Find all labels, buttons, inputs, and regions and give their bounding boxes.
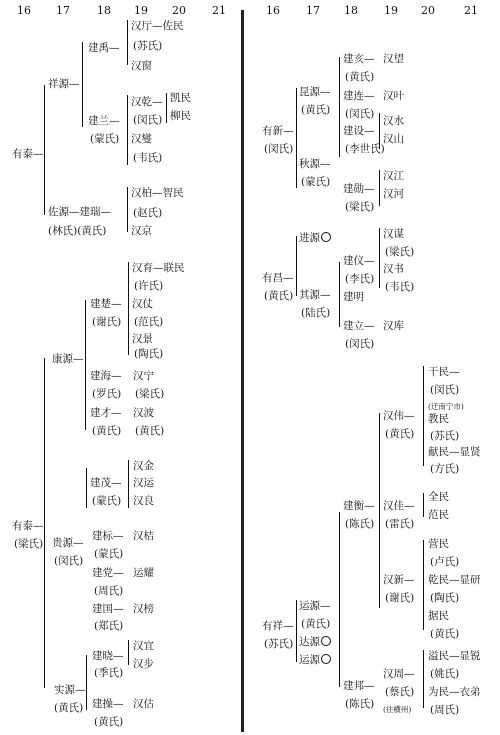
note-nanning: (迁南宁市) bbox=[428, 402, 464, 411]
node-yimin: 溢民—显锐 bbox=[428, 650, 481, 662]
spouse-li: (李氏) bbox=[345, 273, 375, 285]
node-hanbang: 汉榜 bbox=[133, 603, 154, 615]
node-zuoyuan: 佐源—建瑞— bbox=[48, 206, 111, 218]
node-jianyi: 建仪— bbox=[343, 255, 375, 267]
spouse-wei-r: (韦氏) bbox=[385, 281, 415, 293]
node-jianshe: 建设— bbox=[343, 125, 375, 137]
circle-marker bbox=[321, 232, 331, 242]
spouse-lu: (陆氏) bbox=[301, 307, 331, 319]
spouse-yao: (姚氏) bbox=[430, 668, 460, 680]
node-hanbo: 汉波 bbox=[133, 407, 154, 419]
node-jianchu: 建楚— bbox=[90, 298, 122, 310]
connector bbox=[82, 42, 83, 127]
connector bbox=[423, 493, 424, 517]
node-hanyi: 汉宜 bbox=[133, 640, 154, 652]
node-hanshan: 汉山 bbox=[383, 133, 404, 145]
spouse-huang-4: (黄氏) bbox=[94, 716, 124, 728]
spouse-zhou-r: (周氏) bbox=[430, 704, 460, 716]
node-jiandang: 建党— bbox=[92, 567, 124, 579]
node-hanyu: 汉育—联民 bbox=[132, 262, 185, 274]
connector bbox=[86, 468, 87, 508]
spouse-xie-r: (谢氏) bbox=[385, 592, 415, 604]
spouse-cai: (蔡氏) bbox=[385, 686, 415, 698]
node-hanzhang: 汉仗 bbox=[132, 298, 153, 310]
node-hanwang: 汉望 bbox=[383, 53, 404, 65]
node-hanting: 汉厅—佐民 bbox=[131, 20, 184, 32]
node-kunyuan: 昆源— bbox=[299, 86, 331, 98]
node-jianguo: 建国— bbox=[92, 603, 124, 615]
spouse-lei: (雷氏) bbox=[385, 518, 415, 530]
spouse-huang-2: (黄氏) bbox=[135, 425, 165, 437]
connector bbox=[296, 88, 297, 188]
gen-19: 19 bbox=[134, 4, 148, 17]
node-hanzhou: 汉周— bbox=[383, 668, 415, 680]
column-divider bbox=[241, 10, 244, 732]
node-liumin: 柳民 bbox=[170, 110, 191, 122]
node-hanjin: 汉金 bbox=[133, 460, 154, 472]
node-shiyuan: 实源— bbox=[54, 684, 86, 696]
connector bbox=[339, 57, 340, 157]
node-yunyuan: 运源— bbox=[299, 600, 331, 612]
spouse-su-top: (苏氏) bbox=[264, 638, 294, 650]
node-hanbu: 汉步 bbox=[133, 658, 154, 670]
spouse-ji: (季氏) bbox=[94, 667, 124, 679]
connector bbox=[128, 640, 129, 665]
node-hanjing: 汉京 bbox=[131, 225, 152, 237]
node-hanxie: 汉燮 bbox=[131, 133, 152, 145]
node-guiyuan: 贵源— bbox=[52, 537, 84, 549]
connector bbox=[379, 228, 380, 288]
connector bbox=[339, 262, 340, 327]
connector bbox=[127, 187, 128, 232]
node-hanbai: 汉柏—智民 bbox=[131, 187, 184, 199]
node-hanjia: 汉佳— bbox=[383, 500, 415, 512]
node-fanmin: 范民 bbox=[428, 509, 449, 521]
connector bbox=[127, 20, 128, 65]
node-hanchuang: 汉窗 bbox=[131, 60, 152, 72]
node-hangu: 汉估 bbox=[133, 698, 154, 710]
node-jianyu: 建禹— bbox=[88, 42, 120, 54]
node-jianhai-r: 建亥— bbox=[343, 53, 375, 65]
node-yingmin: 营民 bbox=[428, 538, 449, 550]
gen-17-right: 17 bbox=[306, 4, 320, 17]
connector bbox=[379, 170, 380, 206]
node-jianli: 建立— bbox=[343, 320, 375, 332]
spouse-lin-huang: (林氏)(黄氏) bbox=[48, 225, 107, 237]
spouse-zhou: (周氏) bbox=[94, 585, 124, 597]
spouse-xie: (谢氏) bbox=[92, 316, 122, 328]
node-hanjiang: 汉江 bbox=[383, 170, 404, 182]
node-jiancai: 建才— bbox=[90, 407, 122, 419]
spouse-luo: (罗氏) bbox=[92, 388, 122, 400]
node-jianmao: 建茂— bbox=[90, 477, 122, 489]
gen-19-right: 19 bbox=[384, 4, 398, 17]
node-hanye: 汉叶 bbox=[383, 90, 404, 102]
spouse-min-r4: (闵氏) bbox=[430, 384, 460, 396]
node-kangyuan: 康源— bbox=[52, 353, 84, 365]
node-jianming: 建明 bbox=[343, 291, 364, 303]
node-hanhe: 汉河 bbox=[383, 188, 404, 200]
node-hanjie: 汉桔 bbox=[133, 530, 154, 542]
connector bbox=[423, 366, 424, 466]
connector bbox=[296, 236, 297, 296]
spouse-huang-r4: (黄氏) bbox=[385, 428, 415, 440]
gen-20-right: 20 bbox=[421, 4, 435, 17]
circle-marker bbox=[321, 636, 331, 646]
connector bbox=[44, 358, 45, 688]
spouse-huang-r5: (黄氏) bbox=[430, 628, 460, 640]
spouse-xu: (许氏) bbox=[134, 280, 164, 292]
spouse-fan: (范氏) bbox=[134, 316, 164, 328]
node-dayuan: 达源 bbox=[299, 636, 331, 648]
spouse-wei: (韦氏) bbox=[133, 152, 163, 164]
connector bbox=[296, 600, 297, 662]
spouse-min-r2: (闵氏) bbox=[345, 108, 375, 120]
connector bbox=[379, 413, 380, 608]
connector bbox=[128, 262, 129, 355]
connector bbox=[127, 95, 128, 165]
node-xiangyuan: 祥源— bbox=[48, 78, 80, 90]
node-jianlian: 建连— bbox=[343, 90, 375, 102]
node-jiancao: 建操— bbox=[92, 698, 124, 710]
spouse-huang-3: (黄氏) bbox=[54, 702, 84, 714]
node-youxin: 有新— bbox=[262, 125, 294, 137]
gen-17: 17 bbox=[56, 4, 70, 17]
connector bbox=[85, 300, 86, 430]
node-jianhai: 建海— bbox=[90, 370, 122, 382]
node-jinyuan: 进源 bbox=[299, 232, 331, 244]
connector bbox=[128, 460, 129, 508]
spouse-huang-1: (黄氏) bbox=[92, 425, 122, 437]
node-yunyao: 运耀 bbox=[133, 567, 154, 579]
spouse-huang-r3: (黄氏) bbox=[264, 290, 294, 302]
node-jianxiao: 建晓— bbox=[92, 650, 124, 662]
spouse-tao: (陶氏) bbox=[134, 348, 164, 360]
spouse-min-2: (闵氏) bbox=[54, 555, 84, 567]
node-ganmin: 干民— bbox=[428, 366, 460, 378]
gen-16-right: 16 bbox=[266, 4, 280, 17]
node-jianbang: 建邦— bbox=[343, 680, 375, 692]
node-hanshu: 汉书 bbox=[383, 263, 404, 275]
node-hanshui: 汉水 bbox=[383, 115, 404, 127]
node-jianbiao: 建标— bbox=[92, 530, 124, 542]
spouse-huang-r6: (黄氏) bbox=[301, 618, 331, 630]
spouse-huang-r2: (黄氏) bbox=[345, 71, 375, 83]
spouse-liang-top: (梁氏) bbox=[14, 538, 44, 550]
connector bbox=[44, 85, 45, 215]
gen-16: 16 bbox=[17, 4, 31, 17]
node-youchang: 有昌— bbox=[262, 272, 294, 284]
connector bbox=[339, 512, 340, 687]
node-jianheng: 建衡— bbox=[343, 500, 375, 512]
spouse-liang-r: (梁氏) bbox=[345, 201, 375, 213]
spouse-min-r3: (闵氏) bbox=[345, 338, 375, 350]
node-jianxun: 建勋— bbox=[343, 183, 375, 195]
node-jiaomin: 教民 bbox=[428, 413, 449, 425]
node-qiyuan: 其源— bbox=[299, 289, 331, 301]
node-hanmou: 汉谋 bbox=[383, 228, 404, 240]
node-weimin: 为民—衣弟 bbox=[428, 686, 481, 698]
spouse-zhao: (赵氏) bbox=[133, 207, 163, 219]
spouse-min: (闵氏) bbox=[133, 114, 163, 126]
spouse-zheng: (郑氏) bbox=[94, 620, 124, 632]
connector bbox=[166, 93, 167, 123]
connector bbox=[86, 655, 87, 710]
spouse-su: (苏氏) bbox=[133, 40, 163, 52]
node-yunyuan-2: 运源 bbox=[299, 654, 331, 666]
circle-marker bbox=[321, 654, 331, 664]
node-qiuyuan: 秋源— bbox=[299, 158, 331, 170]
spouse-su-r: (苏氏) bbox=[430, 430, 460, 442]
node-youtai-2: 有泰— bbox=[12, 520, 44, 532]
spouse-tao-r: (陶氏) bbox=[430, 592, 460, 604]
connector bbox=[423, 540, 424, 630]
spouse-meng-3: (蒙氏) bbox=[94, 548, 124, 560]
node-jumin: 据民 bbox=[428, 610, 449, 622]
node-hanku: 汉库 bbox=[383, 320, 404, 332]
spouse-meng-r: (蒙氏) bbox=[301, 176, 331, 188]
node-hanxin: 汉新— bbox=[383, 574, 415, 586]
spouse-chen: (陈氏) bbox=[345, 518, 375, 530]
node-kaimin: 凯民 bbox=[170, 92, 191, 104]
node-xianmin: 献民—显贤 bbox=[428, 446, 481, 458]
spouse-lishi: (李世氏) bbox=[345, 143, 385, 155]
node-quanmin: 全民 bbox=[428, 491, 449, 503]
node-hanwei: 汉伟— bbox=[383, 410, 415, 422]
node-hanning: 汉宁 bbox=[133, 370, 154, 382]
spouse-fang: (方氏) bbox=[430, 463, 460, 475]
note-hengzhou: (往横州) bbox=[383, 705, 412, 714]
gen-21: 21 bbox=[212, 4, 226, 17]
gen-18: 18 bbox=[97, 4, 111, 17]
spouse-liang-r2: (梁氏) bbox=[385, 246, 415, 258]
connector bbox=[423, 650, 424, 708]
node-hanyun: 汉运 bbox=[133, 477, 154, 489]
node-youxiang: 有祥— bbox=[262, 620, 294, 632]
node-youtai-1: 有泰— bbox=[12, 148, 44, 160]
spouse-chen-r: (陈氏) bbox=[345, 698, 375, 710]
node-hanliang: 汉良 bbox=[133, 495, 154, 507]
spouse-meng: (蒙氏) bbox=[90, 133, 120, 145]
node-hanqian: 汉乾— bbox=[131, 96, 163, 108]
node-jianlan: 建兰— bbox=[88, 115, 120, 127]
gen-18-right: 18 bbox=[344, 4, 358, 17]
gen-21-right: 21 bbox=[464, 4, 478, 17]
spouse-min-r: (闵氏) bbox=[264, 143, 294, 155]
spouse-meng-2: (蒙氏) bbox=[92, 495, 122, 507]
gen-20: 20 bbox=[172, 4, 186, 17]
node-qianmin: 乾民—显研 bbox=[428, 574, 481, 586]
node-hanjing2: 汉景 bbox=[132, 333, 153, 345]
spouse-liang: (梁氏) bbox=[135, 388, 165, 400]
spouse-lu-r: (卢氏) bbox=[430, 556, 460, 568]
spouse-huang-r1: (黄氏) bbox=[301, 104, 331, 116]
